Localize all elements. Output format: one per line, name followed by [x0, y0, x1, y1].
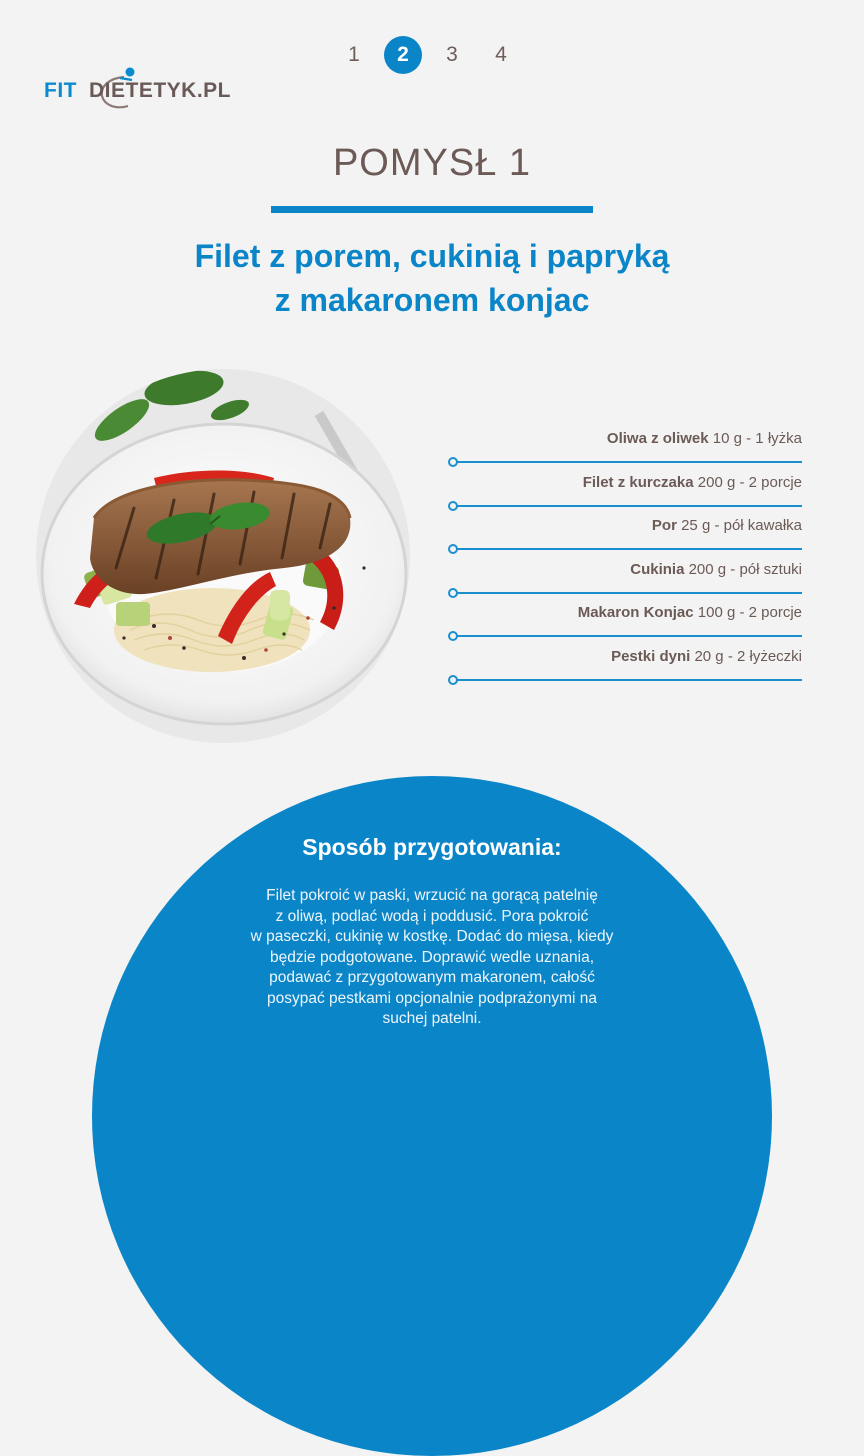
- ingredient-row: [448, 470, 806, 514]
- title-divider: [271, 206, 593, 213]
- preparation-text: [212, 886, 652, 1030]
- ingredient-amount: 20 g - 2 łyżeczki: [694, 647, 802, 665]
- ingredient-bullet-dot: [448, 675, 458, 685]
- site-logo[interactable]: [44, 66, 244, 110]
- page-link-3[interactable]: 3: [446, 43, 458, 66]
- ingredient-text: [652, 517, 802, 534]
- ingredient-row: [448, 426, 806, 470]
- page-link-1[interactable]: 1: [348, 43, 360, 66]
- preparation-line: posypać pestkami opcjonalnie podprażonymi na: [266, 989, 597, 1007]
- ingredient-row: [448, 600, 806, 644]
- page-link-4[interactable]: 4: [495, 43, 507, 66]
- ingredient-row: [448, 513, 806, 557]
- ingredient-bullet-dot: [448, 457, 458, 467]
- ingredient-amount: 200 g - pół sztuki: [688, 560, 802, 578]
- ingredient-name: Oliwa z oliwek: [606, 430, 709, 447]
- preparation-circle: [92, 776, 772, 1456]
- ingredient-bullet-dot: [448, 544, 458, 554]
- preparation-line: w paseczki, cukinię w kostkę. Dodać do mięsa, kiedy: [250, 928, 614, 945]
- ingredient-amount: 200 g - 2 porcje: [697, 473, 802, 491]
- ingredient-divider: [454, 635, 802, 637]
- ingredient-row: [448, 644, 806, 688]
- recipe-title-line-1: Filet z porem, cukinią i papryką: [194, 238, 670, 274]
- preparation-line: podawać z przygotowanym makaronem, całość: [269, 969, 595, 986]
- ingredient-bullet-dot: [448, 631, 458, 641]
- logo-wordmark: [44, 80, 231, 101]
- ingredient-bullet-dot: [448, 501, 458, 511]
- preparation-line: Filet pokroić w paski, wrzucić na gorącą patelnię: [266, 887, 598, 904]
- preparation-line: będzie podgotowane. Doprawić wedle uznania,: [270, 948, 594, 966]
- ingredient-list: [448, 426, 806, 688]
- idea-label: POMYSŁ 1: [332, 142, 532, 184]
- ingredient-divider: [454, 461, 802, 463]
- ingredient-divider: [454, 505, 802, 507]
- chicken-pasta-plate-image: [34, 368, 412, 744]
- ingredient-text: [583, 474, 802, 491]
- ingredient-text: [630, 561, 802, 578]
- preparation-line: z oliwą, podlać wodą i poddusić. Pora pokroić: [275, 907, 589, 925]
- ingredient-divider: [454, 548, 802, 550]
- ingredient-bullet-dot: [448, 588, 458, 598]
- ingredient-amount: 25 g - pół kawałka: [681, 517, 802, 535]
- ingredient-name: Por: [651, 517, 677, 535]
- ingredient-divider: [454, 592, 802, 594]
- page-link-2-current[interactable]: 2: [384, 36, 422, 74]
- ingredient-row: [448, 557, 806, 601]
- recipe-title-line-2: z makaronem konjac: [274, 282, 590, 318]
- ingredient-amount: 100 g - 2 porcje: [697, 604, 802, 622]
- recipe-title: [0, 234, 864, 322]
- ingredient-name: Filet z kurczaka: [582, 473, 694, 491]
- ingredient-amount: 10 g - 1 łyżka: [712, 430, 802, 447]
- preparation-line: suchej patelni.: [382, 1010, 482, 1027]
- ingredient-text: [578, 604, 802, 621]
- ingredient-text: [611, 648, 802, 665]
- ingredient-name: Pestki dyni: [611, 647, 691, 665]
- preparation-title: Sposób przygotowania:: [302, 834, 562, 860]
- ingredient-name: Makaron Konjac: [577, 604, 694, 622]
- logo-rest: DIETETYK.PL: [89, 79, 232, 102]
- ingredient-divider: [454, 679, 802, 681]
- page-pagination: [334, 36, 521, 74]
- ingredient-name: Cukinia: [630, 560, 685, 578]
- ingredient-text: [607, 430, 802, 447]
- logo-fit: FIT: [44, 79, 77, 102]
